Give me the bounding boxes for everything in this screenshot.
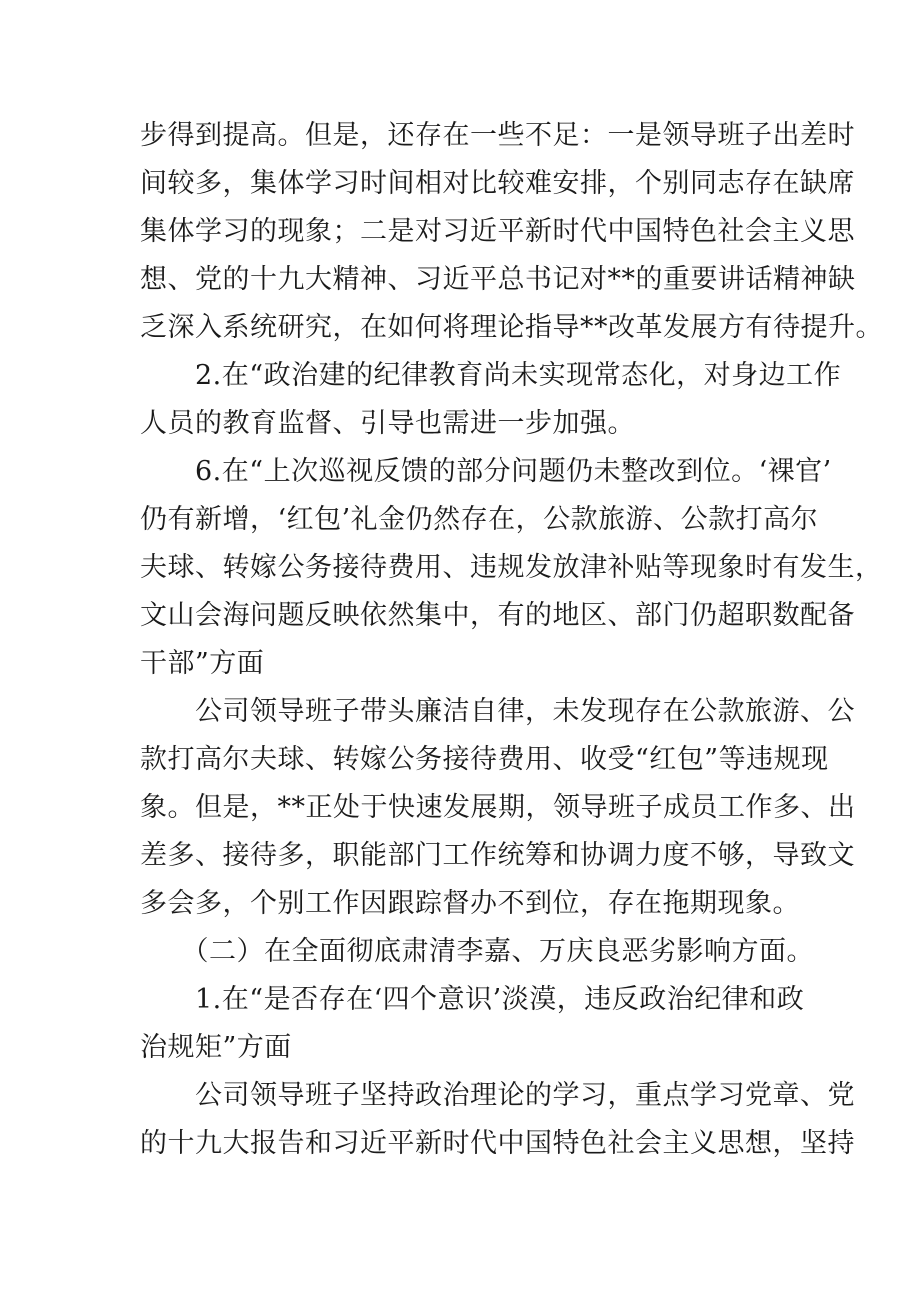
text-line: 夫球、转嫁公务接待费用、违规发放津补贴等现象时有发生，: [140, 552, 883, 583]
text-line: 2.在“政治建的纪律教育尚未实现常态化，对身边工作: [140, 360, 842, 391]
text-line: 款打高尔夫球、转嫁公务接待费用、收受“红包”等违规现: [140, 744, 829, 775]
text-line: 间较多，集体学习时间相对比较难安排，个别同志存在缺席: [140, 168, 855, 199]
text-line: 差多、接待多，职能部门工作统筹和协调力度不够，导致文: [140, 840, 855, 871]
text-line: 多会多，个别工作因跟踪督办不到位，存在拖期现象。: [140, 888, 800, 919]
text-line: 公司领导班子带头廉洁自律，未发现存在公款旅游、公: [140, 696, 855, 727]
text-line: 的十九大报告和习近平新时代中国特色社会主义思想，坚持: [140, 1128, 855, 1159]
text-line: 乏深入系统研究，在如何将理论指导**改革发展方有待提升。: [140, 312, 883, 343]
text-line: 仍有新增，‘红包’礼金仍然存在，公款旅游、公款打高尔: [140, 504, 819, 535]
text-line: 治规矩”方面: [140, 1032, 292, 1063]
text-line: 步得到提高。但是，还存在一些不足：一是领导班子出差时: [140, 120, 855, 151]
text-line: 集体学习的现象；二是对习近平新时代中国特色社会主义思: [140, 216, 855, 247]
text-line: 象。但是，**正处于快速发展期，领导班子成员工作多、出: [140, 792, 856, 823]
text-line: 想、党的十九大精神、习近平总书记对**的重要讲话精神缺: [140, 264, 856, 295]
text-line: 1.在“是否存在‘四个意识’淡漠，违反政治纪律和政: [140, 984, 805, 1015]
text-line: 6.在“上次巡视反馈的部分问题仍未整改到位。‘裸官’: [140, 456, 832, 487]
text-line: 人员的教育监督、引导也需进一步加强。: [140, 408, 635, 439]
text-line: 公司领导班子坚持政治理论的学习，重点学习党章、党: [140, 1080, 855, 1111]
section-heading: （二）在全面彻底肃清李嘉、万庆良恶劣影响方面。: [140, 936, 814, 967]
text-line: 文山会海问题反映依然集中，有的地区、部门仍超职数配备: [140, 600, 855, 631]
text-line: 干部”方面: [140, 648, 265, 679]
document-body: [140, 112, 883, 1168]
